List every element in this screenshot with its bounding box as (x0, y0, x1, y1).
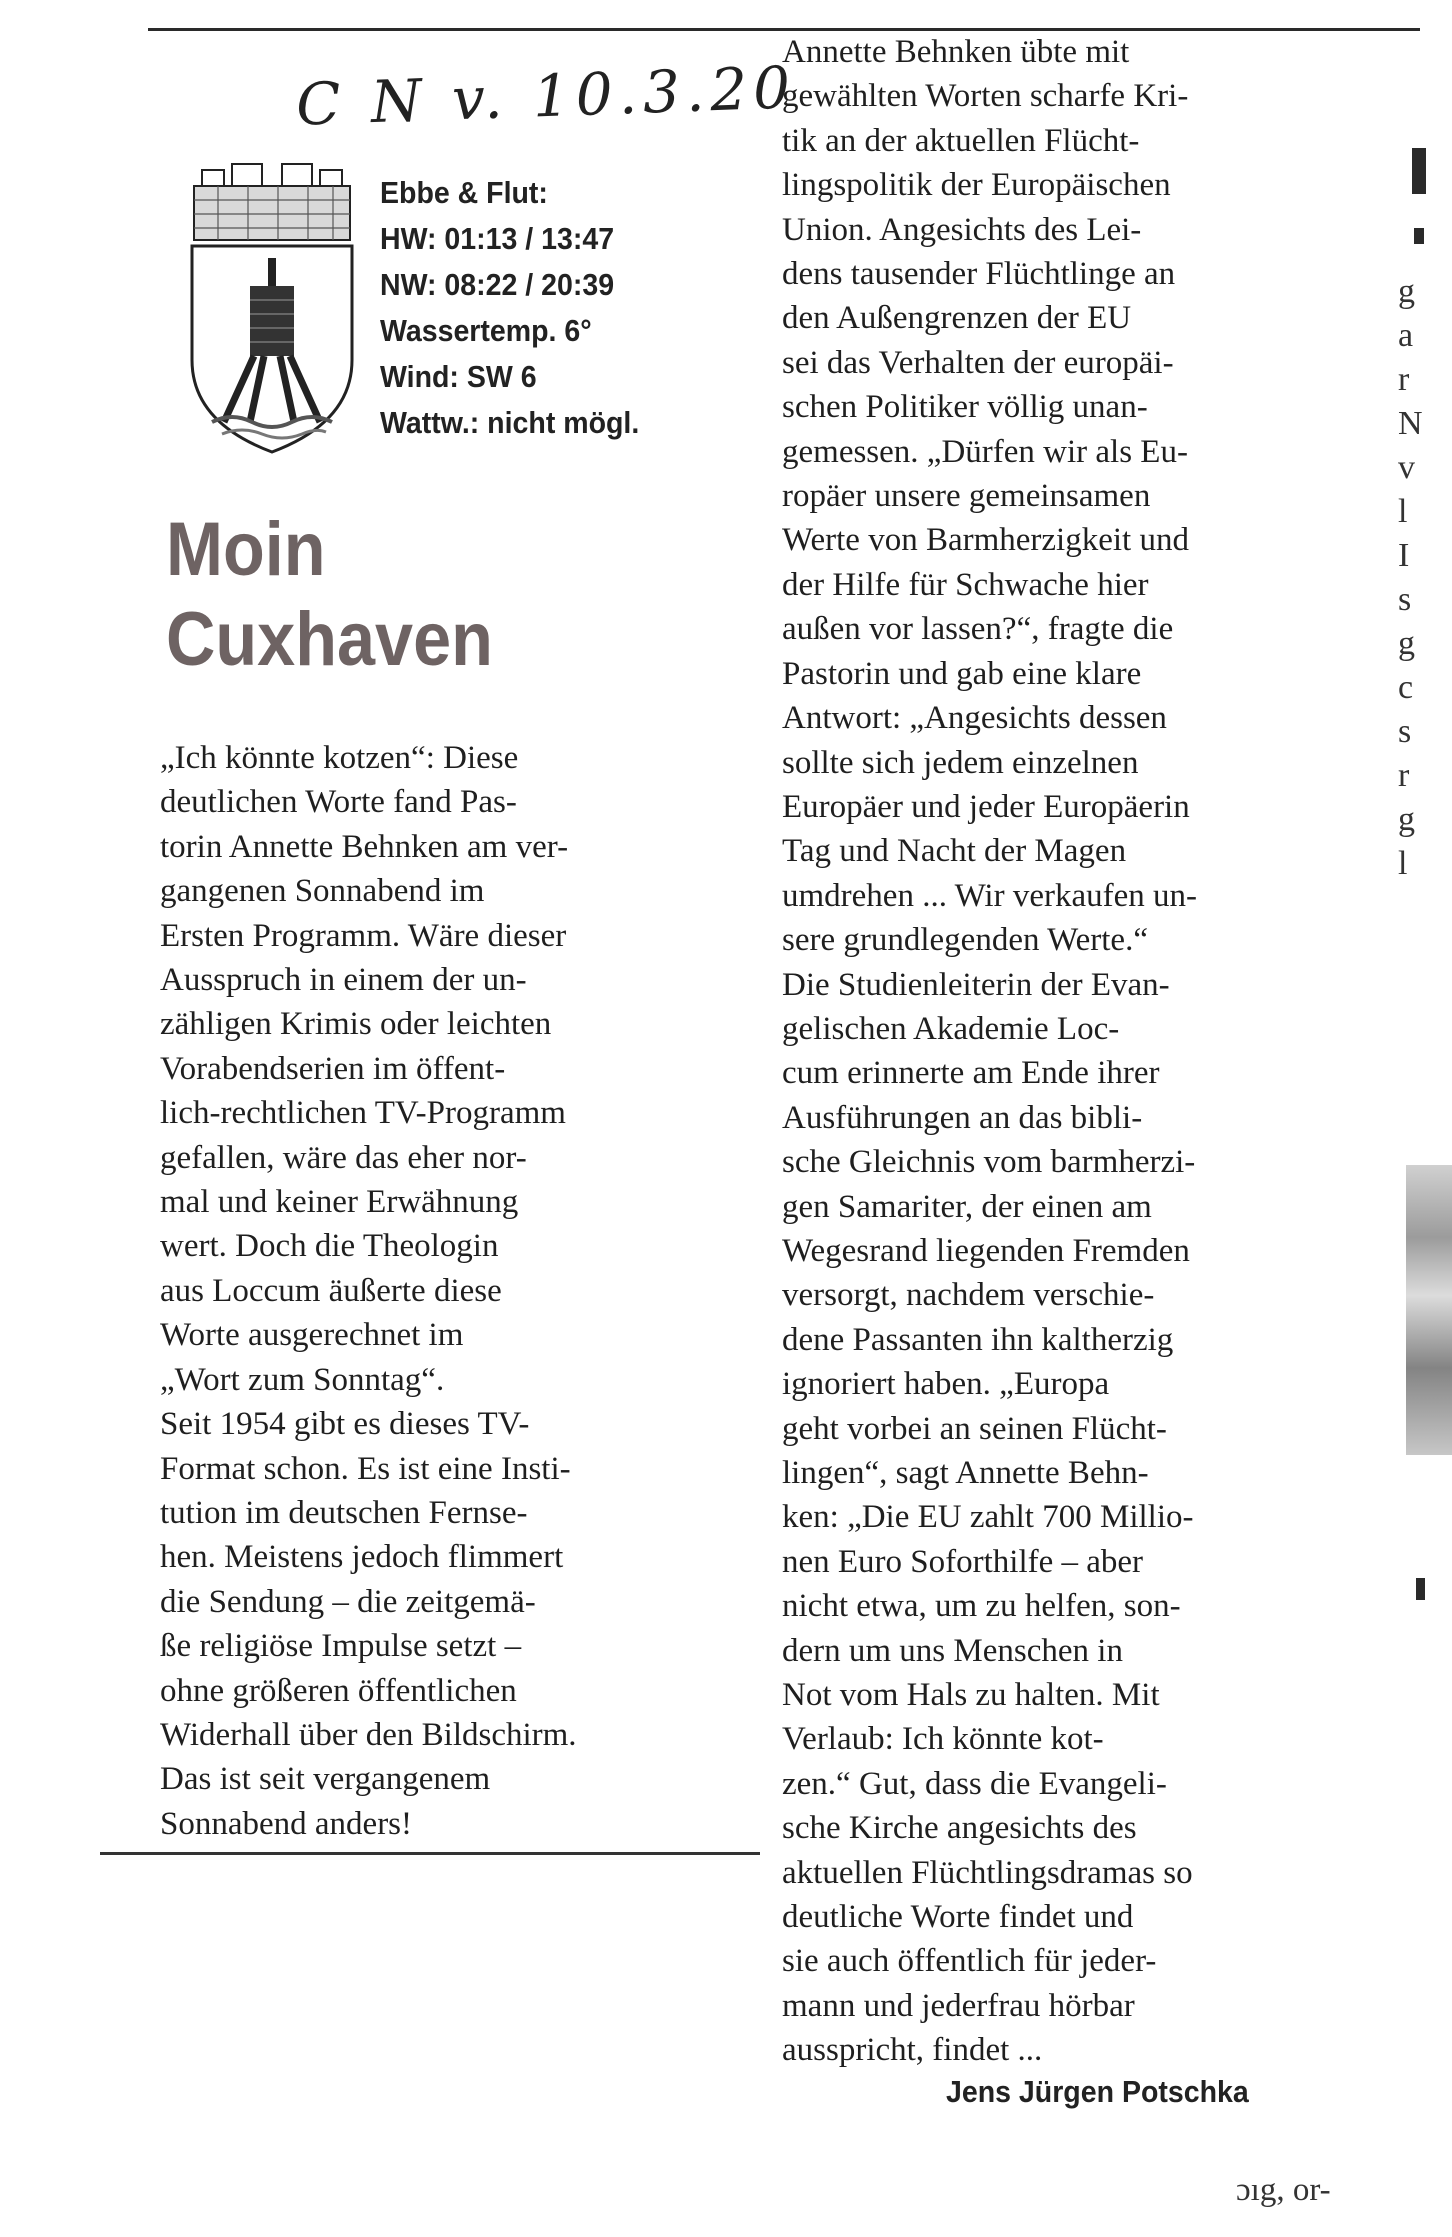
article-line: Europäer und jeder Europäerin (782, 788, 1190, 825)
article-line: ken: „Die EU zahlt 700 Millio- (782, 1499, 1194, 1536)
article-line: ropäer unsere gemeinsamen (782, 478, 1151, 515)
article-line: Worte ausgerechnet im (160, 1317, 464, 1354)
edge-fragment: c (1398, 669, 1414, 706)
adjacent-column-edge (1398, 270, 1423, 886)
edge-fragment: N (1398, 405, 1423, 442)
author-byline: Jens Jürgen Potschka (946, 2074, 1249, 2109)
article-line: schen Politiker völlig unan- (782, 389, 1148, 426)
article-line: wert. Doch die Theologin (160, 1228, 499, 1265)
edge-mark (1416, 1578, 1425, 1600)
tide-water-temperature: Wassertemp. 6° (380, 313, 592, 348)
tide-title: Ebbe & Flut: (380, 175, 548, 210)
article-line: der Hilfe für Schwache hier (782, 566, 1149, 603)
edge-fragment: g (1398, 273, 1415, 310)
edge-fragment: s (1398, 581, 1412, 618)
article-line: gewählten Worten scharfe Kri- (782, 78, 1189, 115)
article-line: Seit 1954 gibt es dieses TV- (160, 1406, 530, 1443)
article-line: nen Euro Soforthilfe – aber (782, 1543, 1144, 1580)
article-line: mal und keiner Erwähnung (160, 1184, 519, 1221)
article-line: hen. Meistens jedoch flimmert (160, 1539, 564, 1576)
article-line: nicht etwa, um zu helfen, son- (782, 1588, 1181, 1625)
article-line: Format schon. Es ist eine Insti- (160, 1450, 571, 1487)
article-line: ohne größeren öffentlichen (160, 1672, 517, 1709)
article-line: Wegesrand liegenden Fremden (782, 1232, 1190, 1269)
handwritten-note: C N v. 10.3.20 (294, 53, 798, 139)
article-line: sere grundlegenden Werte.“ (782, 922, 1148, 959)
article-line: dern um uns Menschen in (782, 1632, 1123, 1669)
article-line: „Wort zum Sonntag“. (160, 1361, 445, 1398)
article-line: gangenen Sonnabend im (160, 873, 485, 910)
article-line: mann und jederfrau hörbar (782, 1987, 1135, 2024)
article-line: aus Loccum äußerte diese (160, 1272, 502, 1309)
tide-info (380, 170, 639, 446)
article-line: Die Studienleiterin der Evan- (782, 966, 1170, 1003)
article-line: zen.“ Gut, dass die Evangeli- (782, 1765, 1167, 1802)
article-line: ße religiöse Impulse setzt – (160, 1628, 522, 1665)
article-line: gelischen Akademie Loc- (782, 1010, 1120, 1047)
article-line: Werte von Barmherzigkeit und (782, 522, 1189, 559)
headline-line-2: Cuxhaven (166, 597, 493, 682)
tide-low-water: NW: 08:22 / 20:39 (380, 267, 615, 302)
article-line: außen vor lassen?“, fragte die (782, 611, 1174, 648)
article-line: Annette Behnken übte mit (782, 34, 1130, 70)
tide-mudflat: Wattw.: nicht mögl. (380, 405, 640, 440)
article-column-right (782, 30, 1197, 2073)
article-line: Pastorin und gab eine klare (782, 655, 1142, 692)
article-line: gen Samariter, der einen am (782, 1188, 1152, 1225)
edge-fragment: I (1398, 537, 1410, 574)
column-headline (166, 505, 493, 685)
article-line: sie auch öffentlich für jeder- (782, 1943, 1157, 1980)
edge-fragment: g (1398, 801, 1415, 838)
article-line: Tag und Nacht der Magen (782, 833, 1127, 870)
edge-fragment: l (1398, 845, 1408, 882)
article-line: Ersten Programm. Wäre dieser (160, 917, 567, 954)
article-line: deutlichen Worte fand Pas- (160, 784, 517, 821)
article-line: torin Annette Behnken am ver- (160, 828, 569, 865)
article-line: dens tausender Flüchtlinge an (782, 256, 1176, 293)
headline-line-1: Moin (166, 507, 326, 592)
article-line: aktuellen Flüchtlingsdramas so (782, 1854, 1193, 1891)
edge-fragment: a (1398, 317, 1414, 354)
edge-mark (1414, 228, 1424, 244)
article-line: Sonnabend anders! (160, 1805, 413, 1842)
article-line: den Außengrenzen der EU (782, 300, 1132, 337)
cuxhaven-coat-of-arms-icon (188, 160, 356, 456)
article-line: Das ist seit vergangenem (160, 1761, 491, 1798)
article-column-left (160, 736, 577, 1846)
article-line: Ausspruch in einem der un- (160, 962, 527, 999)
article-line: Widerhall über den Bildschirm. (160, 1716, 577, 1753)
article-line: Union. Angesichts des Lei- (782, 211, 1142, 248)
article-line: geht vorbei an seinen Flücht- (782, 1410, 1167, 1447)
article-line: die Sendung – die zeitgemä- (160, 1583, 536, 1620)
edge-fragment: r (1398, 361, 1410, 398)
article-line: sche Gleichnis vom barmherzi- (782, 1144, 1196, 1181)
article-line: zähligen Krimis oder leichten (160, 1006, 552, 1043)
article-line: gefallen, wäre das eher nor- (160, 1139, 527, 1176)
article-line: Not vom Hals zu halten. Mit (782, 1677, 1160, 1714)
edge-fragment: s (1398, 713, 1412, 750)
article-line: Antwort: „Angesichts dessen (782, 700, 1167, 737)
article-line: deutliche Worte findet und (782, 1899, 1134, 1936)
article-line: umdrehen ... Wir verkaufen un- (782, 877, 1197, 914)
edge-fragment: v (1398, 449, 1415, 486)
article-line: sei das Verhalten der europäi- (782, 344, 1174, 381)
article-line: Vorabendserien im öffent- (160, 1050, 506, 1087)
tide-wind: Wind: SW 6 (380, 359, 537, 394)
article-line: ignoriert haben. „Europa (782, 1366, 1110, 1403)
article-line: dene Passanten ihn kaltherzig (782, 1321, 1174, 1358)
article-line: lich-rechtlichen TV-Programm (160, 1095, 566, 1132)
article-line: gemessen. „Dürfen wir als Eu- (782, 433, 1188, 470)
edge-fragment: l (1398, 493, 1408, 530)
article-line: ausspricht, findet ... (782, 2032, 1043, 2069)
article-line: sche Kirche angesichts des (782, 1810, 1137, 1847)
article-line: lingspolitik der Europäischen (782, 167, 1171, 204)
adjacent-photo-edge (1406, 1165, 1452, 1455)
article-line: versorgt, nachdem verschie- (782, 1277, 1155, 1314)
article-line: Verlaub: Ich könnte kot- (782, 1721, 1104, 1758)
article-line: lingen“, sagt Annette Behn- (782, 1455, 1149, 1491)
article-line: Ausführungen an das bibli- (782, 1099, 1143, 1136)
article-line: „Ich könnte kotzen“: Diese (160, 740, 519, 776)
tide-high-water: HW: 01:13 / 13:47 (380, 221, 615, 256)
article-line: tution im deutschen Fernse- (160, 1494, 528, 1531)
edge-mark (1412, 148, 1426, 194)
edge-fragment: r (1398, 757, 1410, 794)
edge-fragment: g (1398, 625, 1415, 662)
article-line: cum erinnerte am Ende ihrer (782, 1055, 1160, 1092)
adjacent-article-fragment: ɔıg, or- (1236, 2172, 1331, 2208)
column-end-rule (100, 1852, 760, 1855)
article-line: tik an der aktuellen Flücht- (782, 122, 1140, 159)
article-line: sollte sich jedem einzelnen (782, 744, 1139, 781)
